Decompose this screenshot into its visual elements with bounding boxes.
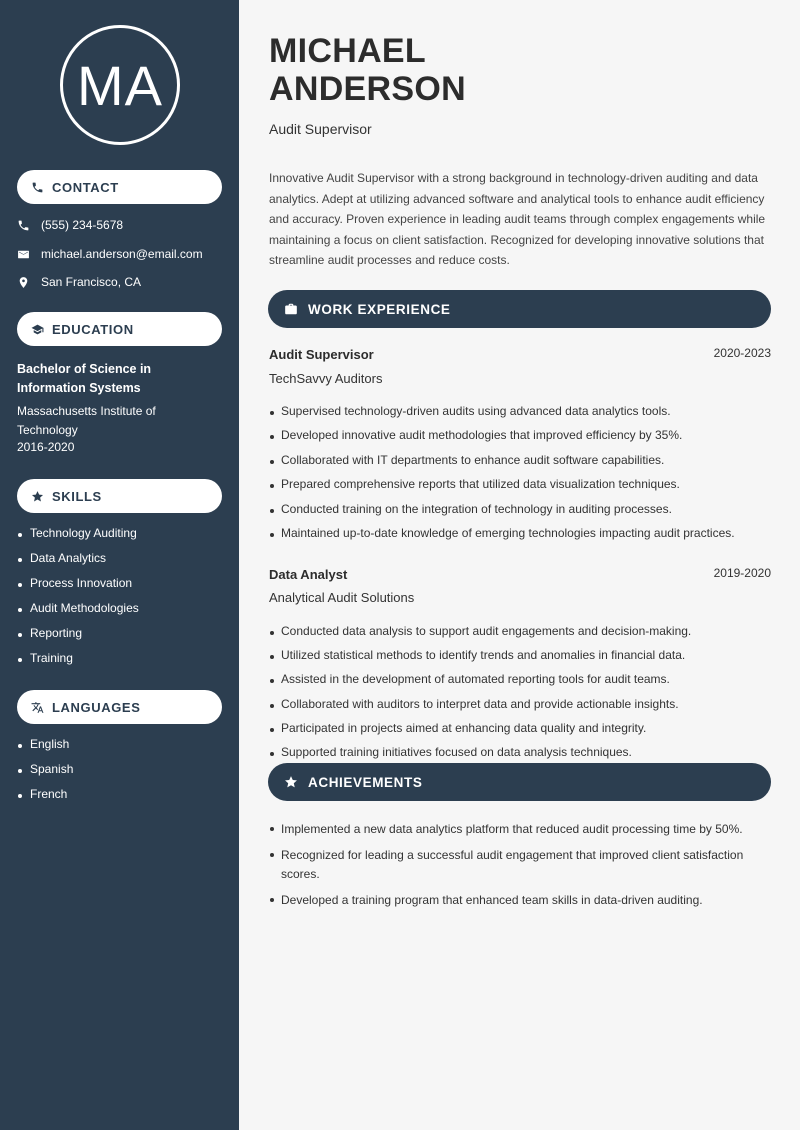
contact-heading-label: CONTACT: [52, 179, 119, 195]
skills-list: [17, 526, 139, 676]
job-company: TechSavvy Auditors: [269, 371, 383, 386]
education-degree: Bachelor of Science in Information Systems: [17, 362, 152, 395]
star-icon: [31, 490, 44, 503]
work-experience-heading: [268, 290, 771, 328]
job-dates: 2019-2020: [713, 566, 771, 580]
skills-heading-label: SKILLS: [52, 488, 102, 504]
job-bullet: Maintained up-to-date knowledge of emerging technologies impacting audit practices.: [269, 526, 774, 550]
job-bullets: [269, 404, 774, 550]
job-bullet: Utilized statistical methods to identify trends and anomalies in financial data.: [269, 648, 774, 672]
achievement-item: Implemented a new data analytics platform that reduced audit processing time by 50%.: [269, 820, 759, 839]
job-bullet: Conducted data analysis to support audit engagements and decision-making.: [269, 624, 774, 648]
language-item: French: [17, 787, 73, 812]
achievements-heading-label: ACHIEVEMENTS: [308, 774, 423, 790]
contact-phone: [17, 218, 123, 232]
last-name: ANDERSON: [269, 70, 466, 108]
job-title: Audit Supervisor: [269, 121, 372, 137]
contact-location: [17, 275, 141, 289]
achievements-list: [269, 820, 759, 910]
translate-icon: [31, 701, 44, 714]
work-experience-heading-label: WORK EXPERIENCE: [308, 301, 451, 317]
job-role: Data Analyst: [269, 567, 348, 582]
job-role: Audit Supervisor: [269, 347, 374, 362]
skill-item: Reporting: [17, 626, 139, 651]
first-name: MICHAEL: [269, 32, 426, 70]
skill-item: Training: [17, 651, 139, 676]
education-school: Massachusetts Institute of Technology: [17, 404, 156, 437]
briefcase-icon: [284, 302, 298, 316]
skill-item: Process Innovation: [17, 576, 139, 601]
job-bullet: Supported training initiatives focused on data analysis techniques.: [269, 745, 774, 769]
language-item: Spanish: [17, 762, 73, 787]
profile-summary: Innovative Audit Supervisor with a strong background in technology-driven auditing and data analytics. Adept at utilizing advanced software and analytical tools to enhance audit efficiency and accuracy. Proven experience in leading audit teams through complex engagements while maintaining a focus on client satisfaction. Recognized for developing innovative solutions that streamline audit processes and reduce costs.: [269, 171, 766, 267]
job-bullet: Conducted training on the integration of technology in auditing processes.: [269, 502, 774, 526]
languages-heading: [17, 690, 222, 724]
job-bullet: Collaborated with auditors to interpret data and provide actionable insights.: [269, 697, 774, 721]
phone-icon: [17, 219, 30, 232]
skill-item: Data Analytics: [17, 551, 139, 576]
phone-text: (555) 234-5678: [41, 218, 124, 232]
star-icon: [284, 775, 298, 789]
skills-heading: [17, 479, 222, 513]
contact-email: [17, 247, 203, 261]
full-name: [269, 32, 466, 108]
location-icon: [17, 276, 30, 289]
phone-icon: [31, 181, 44, 194]
job-bullets: [269, 624, 774, 769]
education-heading-label: EDUCATION: [52, 321, 134, 337]
job-bullet: Participated in projects aimed at enhancing data quality and integrity.: [269, 721, 774, 745]
job-bullet: Assisted in the development of automated reporting tools for audit teams.: [269, 672, 774, 696]
achievement-item: Developed a training program that enhanced team skills in data-driven auditing.: [269, 891, 759, 910]
main-content: [239, 0, 800, 1130]
achievements-heading: [268, 763, 771, 801]
achievement-item: Recognized for leading a successful audit engagement that improved client satisfaction scores.: [269, 846, 759, 884]
skill-item: Technology Auditing: [17, 526, 139, 551]
languages-heading-label: LANGUAGES: [52, 699, 141, 715]
graduation-cap-icon: [31, 323, 44, 336]
job-bullet: Developed innovative audit methodologies that improved efficiency by 35%.: [269, 428, 774, 452]
contact-heading: [17, 170, 222, 204]
education-heading: [17, 312, 222, 346]
email-text: michael.anderson@email.com: [41, 247, 203, 261]
job-bullet: Prepared comprehensive reports that utilized data visualization techniques.: [269, 477, 774, 501]
education-years: 2016-2020: [17, 440, 75, 454]
email-icon: [17, 248, 30, 261]
languages-list: [17, 737, 73, 812]
location-text: San Francisco, CA: [41, 275, 142, 289]
skill-item: Audit Methodologies: [17, 601, 139, 626]
avatar-initials: MA: [60, 25, 180, 145]
language-item: English: [17, 737, 73, 762]
job-bullet: Collaborated with IT departments to enhance audit software capabilities.: [269, 453, 774, 477]
job-bullet: Supervised technology-driven audits using advanced data analytics tools.: [269, 404, 774, 428]
job-company: Analytical Audit Solutions: [269, 590, 415, 605]
job-dates: 2020-2023: [713, 346, 771, 360]
sidebar: [0, 0, 239, 1130]
